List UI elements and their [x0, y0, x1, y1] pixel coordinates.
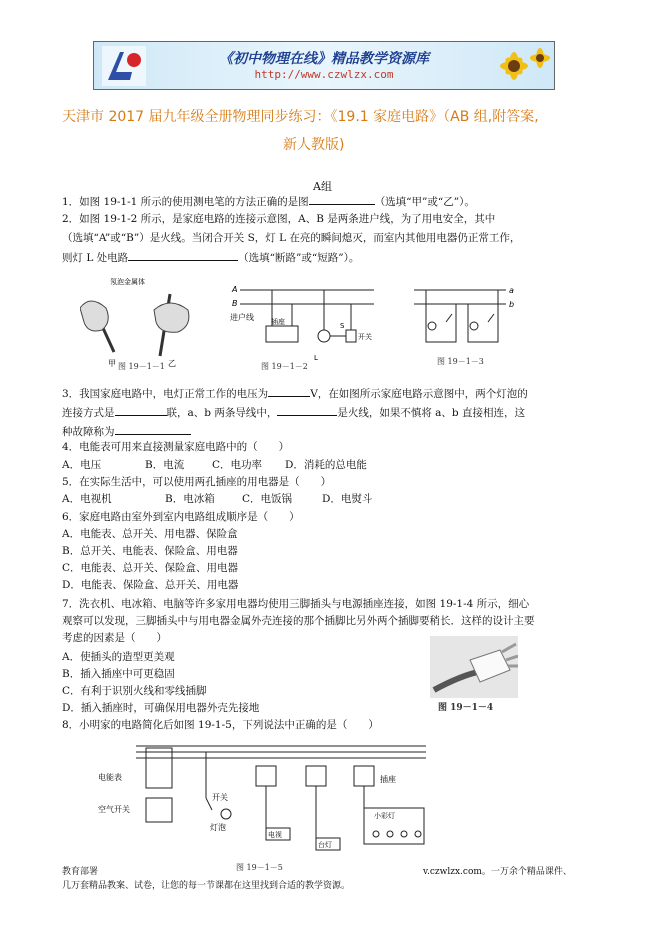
footer-line2: 几万套精品教案、试卷，让您的每一节课都在这里找到合适的教学资源。 [62, 881, 351, 891]
q7-option-b[interactable]: B．插入插座中可更稳固 [62, 668, 175, 680]
figure-19-1-1 [80, 274, 210, 374]
banner-url[interactable]: http://www.czwlzx.com [254, 68, 394, 81]
fig4-caption: 图 19－1－4 [438, 703, 494, 713]
question-3-line1: 3．我国家庭电路中，电灯正常工作的电压为 V，在如图所示家庭电路示意图中，两个灯泡的 [62, 385, 528, 401]
q4-option-a[interactable]: A．电压 [62, 459, 102, 471]
header-banner [93, 41, 555, 90]
banner-title: 《初中物理在线》精品教学资源库 [219, 51, 429, 67]
svg-text:空气开关: 空气开关 [98, 805, 130, 814]
q5-option-c[interactable]: C．电饭锅 [242, 493, 293, 505]
svg-text:开关: 开关 [212, 793, 228, 802]
figure-19-1-5 [96, 738, 436, 858]
svg-text:台灯: 台灯 [318, 841, 332, 849]
svg-text:L: L [314, 354, 318, 362]
fig1-label-top: 氖泡金属体 [110, 278, 145, 286]
footer-right: v.czwlzx.com。一万余个精品课件、 [423, 867, 572, 877]
q6-option-a[interactable]: A．电能表、总开关、用电器、保险盒 [62, 528, 238, 540]
svg-text:进户线: 进户线 [230, 313, 254, 322]
svg-text:a: a [509, 286, 514, 295]
q5-option-a[interactable]: A．电视机 [62, 493, 112, 505]
question-7-line2: 观察可以发现，三脚插头中与用电器金属外壳连接的那个插脚比另外两个插脚要稍长．这样的设计主要 [62, 615, 535, 627]
q6-option-b[interactable]: B．总开关、电能表、保险盒、用电器 [62, 545, 238, 557]
question-5-stem: 5．在实际生活中，可以使用两孔插座的用电器是（ ） [62, 476, 332, 488]
svg-text:A: A [232, 285, 238, 294]
sunflower-icon [498, 44, 552, 88]
question-8-stem: 8．小明家的电路简化后如图 19-1-5，下列说法中正确的是（ ） [62, 719, 379, 731]
q5-option-d[interactable]: D．电熨斗 [322, 493, 373, 505]
svg-text:B: B [232, 299, 238, 308]
q6-option-d[interactable]: D．电能表、保险盒、总开关、用电器 [62, 579, 239, 591]
fig5-bulb [221, 809, 231, 819]
question-7-line3: 考虑的因素是（ ） [62, 632, 167, 644]
doc-title-line1: 天津市 2017 届九年级全册物理同步练习：《19.1 家庭电路》（AB 组,附答案, [62, 109, 539, 125]
question-2-line2: （选填“A”或“B”）是火线。当闭合开关 S，灯 L 在亮的瞬间熄灭，而室内其他用电器仍正常工作， [62, 232, 521, 244]
svg-text:小彩灯: 小彩灯 [374, 812, 395, 820]
q5-option-b[interactable]: B．电冰箱 [165, 493, 215, 505]
answer-blank-q1[interactable] [309, 193, 375, 205]
q7-option-d[interactable]: D．插入插座时，可确保用电器外壳先接地 [62, 702, 260, 714]
answer-blank-q3-2[interactable] [115, 404, 167, 416]
svg-text:灯泡: 灯泡 [210, 823, 226, 832]
fig5-socket-2 [306, 766, 326, 786]
svg-text:S: S [340, 322, 345, 330]
question-2-line3: 则灯 L 处电路 （选填“断路”或“短路”）。 [62, 249, 359, 265]
fig5-meter [146, 748, 172, 788]
svg-text:电视: 电视 [268, 831, 282, 839]
fig2-switch [346, 330, 356, 342]
fig2-caption: 图 19－1－2 [261, 362, 308, 371]
answer-blank-q3-4[interactable] [115, 423, 191, 435]
fig1-label-yi: 乙 [168, 359, 176, 368]
question-2-line1: 2．如图 19-1-2 所示，是家庭电路的连接示意图，A、B 是两条进户线，为了用电安全，其中 [62, 213, 496, 225]
doc-title-line2: 新人教版) [283, 137, 345, 153]
fig1-caption: 图 19－1－1 [118, 362, 165, 371]
q6-option-c[interactable]: C．电能表、总开关、保险盒、用电器 [62, 562, 239, 574]
question-3-line3: 种故障称为 [62, 423, 191, 439]
question-3-line2: 连接方式是 联，a、b 两条导线中， 是火线，如果不慎将 a、b 直接相连，这 [62, 404, 525, 420]
svg-text:b: b [509, 300, 515, 309]
question-7-line1: 7．洗衣机、电冰箱、电脑等许多家用电器均使用三脚插头与电源插座连接，如图 19-1-4 所示，细心 [62, 598, 530, 610]
figure-19-1-4-plug [430, 636, 518, 698]
fig2-lamp [318, 330, 330, 342]
section-heading-a: A组 [313, 180, 332, 193]
fig5-breaker [146, 798, 172, 822]
fig2-socket [266, 326, 298, 342]
figure-19-1-2 [228, 280, 378, 364]
fig1-label-jia: 甲 [108, 359, 116, 368]
footer-left: 教育部署 [62, 867, 99, 877]
q7-option-c[interactable]: C．有利于识别火线和零线插脚 [62, 685, 207, 697]
fig5-caption: 图 19－1－5 [236, 863, 283, 872]
question-1: 1．如图 19-1-1 所示的使用测电笔的方法正确的是图 （选填“甲”或“乙”）。 [62, 193, 475, 209]
answer-blank-q3-3[interactable] [277, 404, 337, 416]
q4-option-b[interactable]: B．电流 [145, 459, 185, 471]
svg-text:电能表: 电能表 [98, 773, 122, 782]
answer-blank-q2[interactable] [128, 249, 238, 261]
question-4-stem: 4．电能表可用来直接测量家庭电路中的（ ） [62, 441, 290, 453]
q7-option-a[interactable]: A．使插头的造型更美观 [62, 651, 175, 663]
q4-option-c[interactable]: C．电功率 [212, 459, 263, 471]
fig3-caption: 图 19－1－3 [437, 357, 484, 366]
answer-blank-q3-1[interactable] [268, 385, 310, 397]
q4-option-d[interactable]: D．消耗的总电能 [285, 459, 367, 471]
svg-text:插座: 插座 [271, 318, 285, 326]
svg-text:开关: 开关 [358, 333, 372, 341]
question-6-stem: 6．家庭电路由室外到室内电路组成顺序是（ ） [62, 511, 300, 523]
fig5-socket-3 [354, 766, 374, 786]
svg-text:插座: 插座 [380, 775, 396, 784]
fig5-socket-1 [256, 766, 276, 786]
figure-19-1-3 [410, 282, 518, 352]
